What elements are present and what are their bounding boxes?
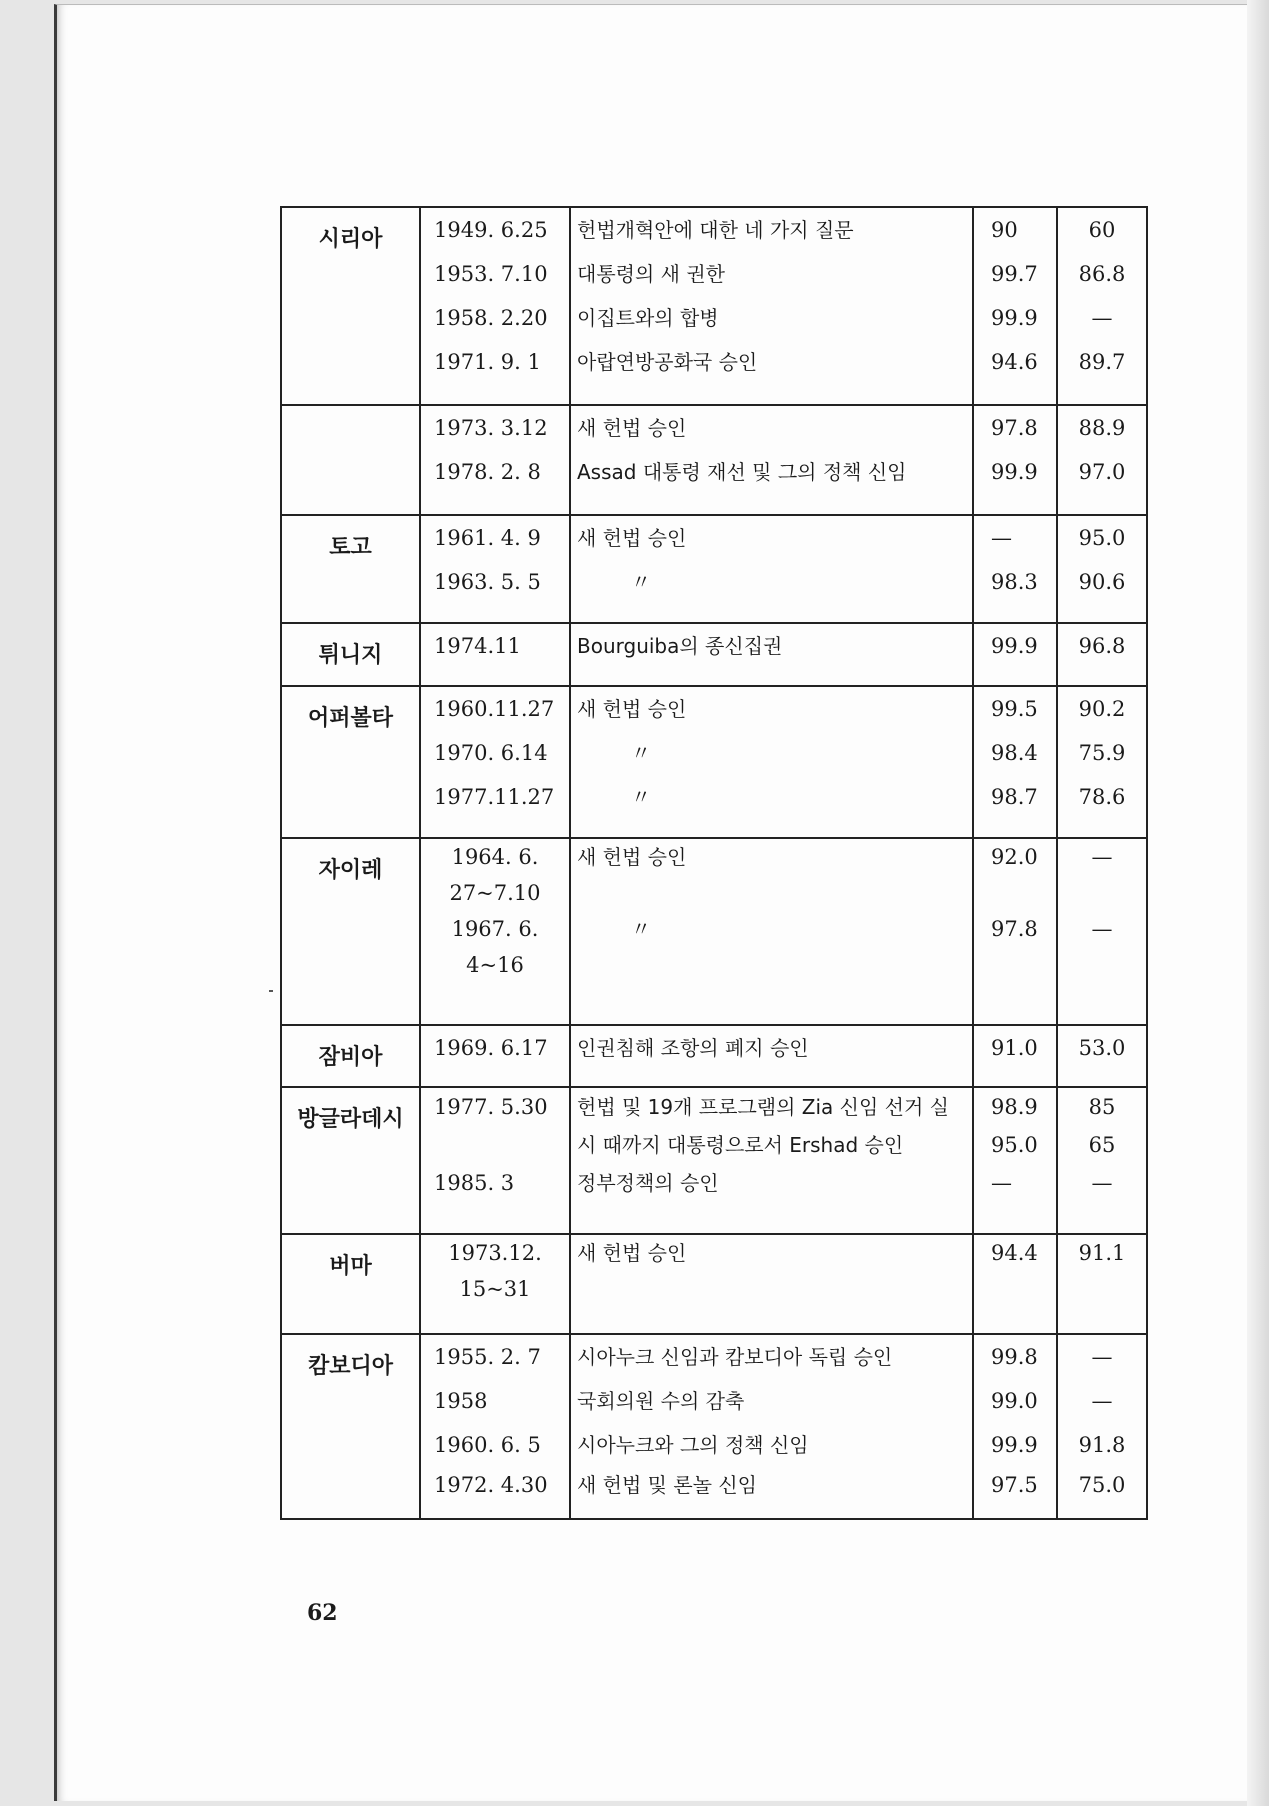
subject: 시아누크 신임과 캄보디아 독립 승인: [577, 1345, 893, 1369]
subject: 아랍연방공화국 승인: [577, 350, 758, 374]
turnout-value: —: [991, 1171, 1012, 1195]
turnout-value: 95.0: [991, 1133, 1038, 1157]
ditto-mark: 〃: [631, 917, 651, 941]
yes-cell: [1057, 686, 1147, 838]
date-cell: [420, 623, 570, 686]
yes-value: 97.0: [1078, 460, 1126, 484]
date: 1961. 4. 9: [434, 526, 541, 550]
country-cell: [281, 405, 420, 515]
date: 1960.11.27: [434, 697, 555, 721]
subject-cell: [570, 623, 973, 686]
subject: [571, 947, 972, 983]
country-cell: 캄보디아: [281, 1334, 420, 1519]
yes-cell: [1057, 1334, 1147, 1519]
turnout-value: 99.8: [991, 1345, 1038, 1369]
subject: 정부정책의 승인: [577, 1171, 719, 1195]
subject: 시 때까지 대통령으로서 Ershad 승인: [577, 1133, 904, 1157]
yes-value: —: [1091, 845, 1113, 869]
yes-value: —: [1091, 1171, 1113, 1195]
turnout-value: 98.7: [991, 785, 1038, 809]
table-row: [281, 405, 1147, 515]
table-row: [281, 1025, 1147, 1087]
subject: 대통령의 새 권한: [577, 262, 725, 286]
date: 1970. 6.14: [434, 741, 548, 765]
yes-value: 78.6: [1078, 785, 1126, 809]
turnout-cell: [973, 207, 1057, 405]
date: 15~31: [459, 1277, 531, 1301]
date-cell: [420, 1025, 570, 1087]
date: 1972. 4.30: [434, 1473, 548, 1497]
subject: 시아누크와 그의 정책 신임: [577, 1433, 809, 1457]
yes-value: 86.8: [1078, 262, 1126, 286]
turnout-value: 90: [991, 218, 1018, 242]
date: 1958: [434, 1389, 488, 1413]
subject: [571, 875, 972, 911]
turnout-value: 99.0: [991, 1389, 1038, 1413]
yes-cell: [1057, 623, 1147, 686]
date: 1978. 2. 8: [434, 460, 541, 484]
ditto-mark: 〃: [631, 741, 651, 765]
turnout-cell: [973, 1234, 1057, 1334]
country-cell: 어퍼볼타: [281, 686, 420, 838]
yes-value: 91.8: [1078, 1433, 1126, 1457]
subject: 새 헌법 승인: [577, 1241, 687, 1265]
turnout-value: 99.9: [991, 306, 1038, 330]
date: 1969. 6.17: [434, 1036, 548, 1060]
yes-cell: [1057, 1025, 1147, 1087]
subject: 새 헌법 승인: [577, 697, 687, 721]
country-cell: 토고: [281, 515, 420, 623]
turnout-value: 99.9: [991, 460, 1038, 484]
date: 1973. 3.12: [434, 416, 548, 440]
subject: Assad 대통령 재선 및 그의 정책 신임: [577, 460, 907, 484]
table-row: [281, 207, 1147, 405]
turnout-value: 92.0: [991, 845, 1038, 869]
yes-value: 53.0: [1078, 1036, 1126, 1060]
yes-value: 75.9: [1078, 741, 1126, 765]
date: 1977.11.27: [434, 785, 555, 809]
turnout-cell: [973, 1025, 1057, 1087]
country-cell: 잠비아: [281, 1025, 420, 1087]
date: 1955. 2. 7: [434, 1345, 541, 1369]
subject-cell: [570, 1087, 973, 1234]
turnout-value: —: [991, 526, 1012, 550]
subject: 인권침해 조항의 폐지 승인: [577, 1036, 809, 1060]
country-cell: 자이레: [281, 838, 420, 1025]
subject-cell: [570, 515, 973, 623]
country-cell: 튀니지: [281, 623, 420, 686]
turnout-value: 97.8: [991, 917, 1038, 941]
turnout-cell: [973, 838, 1057, 1025]
yes-value: 91.1: [1078, 1241, 1126, 1265]
country-cell: 버마: [281, 1234, 420, 1334]
table-row: [281, 838, 1147, 1025]
turnout-value: [974, 875, 1056, 911]
yes-value: [1058, 875, 1146, 911]
yes-value: —: [1091, 1345, 1113, 1369]
date: 1974.11: [434, 634, 521, 658]
turnout-value: 91.0: [991, 1036, 1038, 1060]
yes-cell: [1057, 515, 1147, 623]
subject-cell: [570, 207, 973, 405]
turnout-cell: [973, 515, 1057, 623]
referendum-table: [280, 206, 1148, 1520]
subject-cell: [570, 1234, 973, 1334]
subject-cell: [570, 1334, 973, 1519]
turnout-value: [974, 1271, 1056, 1307]
turnout-cell: [973, 1087, 1057, 1234]
subject: 헌법 및 19개 프로그램의 Zia 신임 선거 실: [577, 1095, 949, 1119]
turnout-value: 97.5: [991, 1473, 1038, 1497]
turnout-cell: [973, 623, 1057, 686]
yes-value: —: [1091, 1389, 1113, 1413]
date-cell: [420, 1334, 570, 1519]
date-cell: [420, 1087, 570, 1234]
yes-value: —: [1091, 917, 1113, 941]
yes-value: 60: [1088, 218, 1116, 242]
subject: 이집트와의 합병: [577, 306, 719, 330]
country-cell: 시리아: [281, 207, 420, 405]
date: 1971. 9. 1: [434, 350, 541, 374]
yes-value: 65: [1088, 1133, 1116, 1157]
turnout-value: 97.8: [991, 416, 1038, 440]
table-row: [281, 686, 1147, 838]
turnout-value: 99.9: [991, 634, 1038, 658]
date-cell: [420, 405, 570, 515]
yes-value: 95.0: [1078, 526, 1126, 550]
turnout-value: 99.7: [991, 262, 1038, 286]
date: 1963. 5. 5: [434, 570, 541, 594]
yes-value: [1058, 1271, 1146, 1307]
table-row: [281, 1234, 1147, 1334]
date: 1967. 6.: [451, 917, 539, 941]
subject-cell: [570, 686, 973, 838]
date: 1973.12.: [448, 1241, 542, 1265]
turnout-value: 94.4: [991, 1241, 1038, 1265]
turnout-value: 98.3: [991, 570, 1038, 594]
yes-value: —: [1091, 306, 1113, 330]
table-row: [281, 515, 1147, 623]
turnout-value: 94.6: [991, 350, 1038, 374]
yes-value: 89.7: [1078, 350, 1126, 374]
page-edge: [1247, 0, 1269, 1806]
table-row: [281, 1087, 1147, 1234]
ditto-mark: 〃: [631, 570, 651, 594]
subject: 헌법개혁안에 대한 네 가지 질문: [577, 218, 854, 242]
yes-cell: [1057, 207, 1147, 405]
turnout-cell: [973, 1334, 1057, 1519]
yes-value: 88.9: [1078, 416, 1126, 440]
yes-value: 96.8: [1078, 634, 1126, 658]
yes-value: 85: [1088, 1095, 1116, 1119]
turnout-value: 98.9: [991, 1095, 1038, 1119]
date: 1953. 7.10: [434, 262, 548, 286]
date: 1985. 3: [434, 1171, 515, 1195]
date: 1958. 2.20: [434, 306, 548, 330]
subject: 국회의원 수의 감축: [577, 1389, 745, 1413]
yes-value: 90.6: [1078, 570, 1126, 594]
subject: 새 헌법 승인: [577, 416, 687, 440]
date: 27~7.10: [449, 881, 541, 905]
date-cell: [420, 207, 570, 405]
turnout-value: 99.9: [991, 1433, 1038, 1457]
date-cell: [420, 686, 570, 838]
subject: 새 헌법 승인: [577, 845, 687, 869]
table-row: [281, 1334, 1147, 1519]
turnout-value: [974, 947, 1056, 983]
yes-cell: [1057, 1087, 1147, 1234]
date-cell: [420, 1234, 570, 1334]
date: 4~16: [466, 953, 524, 977]
yes-cell: [1057, 838, 1147, 1025]
date: [421, 1126, 569, 1164]
subject-cell: [570, 405, 973, 515]
yes-cell: [1057, 1234, 1147, 1334]
date: 1964. 6.: [451, 845, 539, 869]
subject: 새 헌법 및 론놀 신임: [577, 1473, 757, 1497]
turnout-value: 99.5: [991, 697, 1038, 721]
turnout-cell: [973, 686, 1057, 838]
subject-cell: [570, 1025, 973, 1087]
yes-value: 75.0: [1078, 1473, 1126, 1497]
subject: Bourguiba의 종신집권: [577, 634, 783, 658]
stray-mark: [269, 990, 273, 992]
subject: 새 헌법 승인: [577, 526, 687, 550]
yes-value: 90.2: [1078, 697, 1126, 721]
table-row: [281, 623, 1147, 686]
subject-cell: [570, 838, 973, 1025]
yes-value: [1058, 947, 1146, 983]
date-cell: [420, 838, 570, 1025]
ditto-mark: 〃: [631, 785, 651, 809]
date: 1977. 5.30: [434, 1095, 548, 1119]
yes-cell: [1057, 405, 1147, 515]
turnout-cell: [973, 405, 1057, 515]
country-cell: 방글라데시: [281, 1087, 420, 1234]
page-number: 62: [307, 1600, 338, 1626]
date: 1949. 6.25: [434, 218, 548, 242]
date: 1960. 6. 5: [434, 1433, 541, 1457]
date-cell: [420, 515, 570, 623]
turnout-value: 98.4: [991, 741, 1038, 765]
subject: [571, 1271, 972, 1307]
